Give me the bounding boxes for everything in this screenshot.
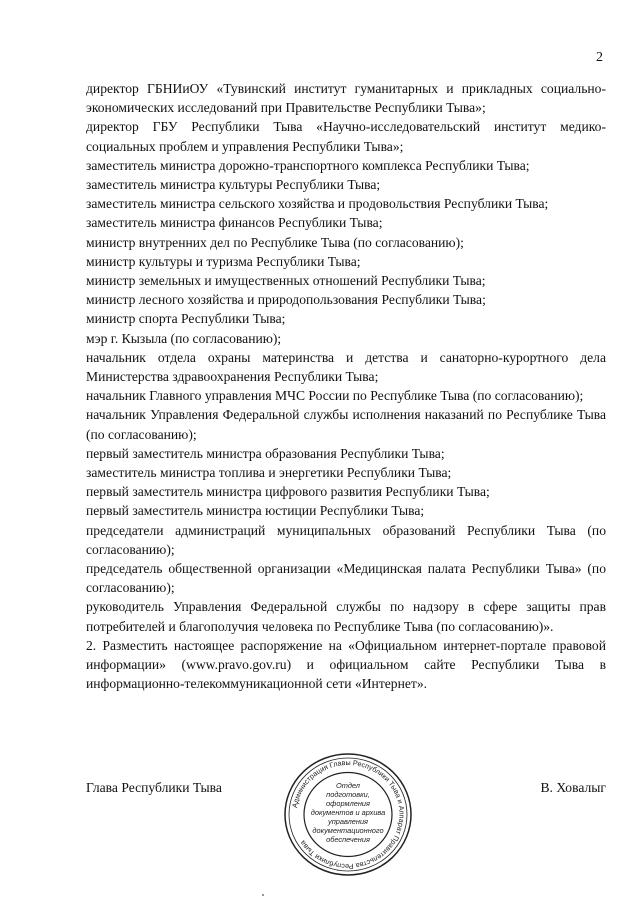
list-item: министр спорта Республики Тыва; (86, 311, 286, 327)
list-item: заместитель министра сельского хозяйства и продовольствия Республики Тыва; (86, 196, 549, 212)
list-item: председатель общественной организации «Медицинская палата Республики Тыва» (по согласованию); (86, 561, 606, 596)
list-item: заместитель министра дорожно-транспортного комплекса Республики Тыва; (86, 157, 530, 173)
list-item: руководитель Управления Федеральной службы по надзору в сфере защиты прав потребителей и благополучия человека по Республике Тыва (по согласованию)». (86, 599, 606, 634)
list-item: первый заместитель министра юстиции Республики Тыва; (86, 503, 425, 519)
list-item: министр земельных и имущественных отношений Республики Тыва; (86, 273, 486, 289)
signatory-name: В. Ховалыг (540, 780, 606, 795)
official-stamp (283, 752, 413, 877)
scan-speck (262, 894, 264, 896)
stamp-center-line: управления (328, 817, 368, 826)
list-item: заместитель министра культуры Республики Тыва; (86, 177, 381, 193)
document-body (86, 79, 606, 694)
list-item: начальник Главного управления МЧС России по Республике Тыва (по согласованию); (86, 388, 584, 404)
stamp-center-line: оформления (326, 799, 370, 808)
list-item: директор ГБНИиОУ «Тувинский институт гуманитарных и прикладных социально-экономических исследований при Правительстве Республики Тыва»; (86, 81, 606, 116)
list-item: министр культуры и туризма Республики Тыва; (86, 253, 361, 269)
list-item: мэр г. Кызыла (по согласованию); (86, 330, 282, 346)
stamp-center-line: обеспечения (326, 835, 370, 844)
stamp-center-line: Отдел (336, 781, 360, 790)
stamp-center-line: подготовки, (326, 790, 370, 799)
list-item: министр внутренних дел по Республике Тыва (по согласованию); (86, 234, 464, 250)
stamp-ring-text: Администрация Главы Республики Тыва и Аппарат Правительства Республики Тыва (289, 757, 407, 872)
list-item: председатели администраций муниципальных образований Республики Тыва (по согласованию); (86, 522, 606, 557)
stamp-center-line: документов и архива (310, 808, 386, 817)
page-number: 2 (596, 50, 603, 65)
stamp-center-line: документационного (312, 826, 384, 835)
list-item: заместитель министра топлива и энергетики Республики Тыва; (86, 465, 452, 481)
list-item: начальник отдела охраны материнства и детства и санаторно-курортного дела Министерства здравоохранения Республики Тыва; (86, 349, 606, 385)
list-item: министр лесного хозяйства и природопользования Республики Тыва; (86, 292, 486, 308)
list-item: заместитель министра финансов Республики Тыва; (86, 215, 383, 231)
clause-paragraph: 2. Разместить настоящее распоряжение на «Официальном интернет-портале правовой информации» (www.pravo.gov.ru) и официальном сайте Республики Тыва в информационно-телекоммуникационной сети «Интернет». (86, 637, 606, 692)
list-item: первый заместитель министра цифрового развития Республики Тыва; (86, 484, 490, 500)
list-item: директор ГБУ Республики Тыва «Научно-исследовательский институт медико-социальных проблем и управления Республики Тыва»; (86, 119, 606, 154)
list-item: первый заместитель министра образования Республики Тыва; (86, 445, 445, 461)
list-item: начальник Управления Федеральной службы исполнения наказаний по Республике Тыва (по согласованию); (86, 407, 606, 442)
signatory-title: Глава Республики Тыва (86, 780, 222, 795)
